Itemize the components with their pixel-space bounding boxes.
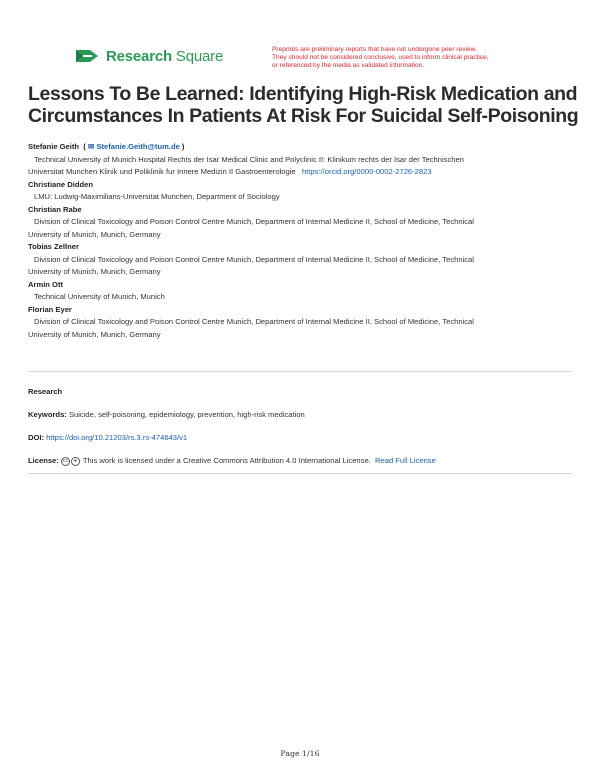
attribution-icon: ● [71, 457, 80, 466]
read-full-license-link[interactable]: Read Full License [375, 456, 436, 465]
page-number: Page 1/16 [280, 749, 320, 758]
creative-commons-icon: cc [62, 457, 68, 464]
notice-line: or referenced by the media as validated information. [272, 61, 425, 69]
keywords-value: Suicide, self-poisoning, epidemiology, prevention, high-risk medication [68, 410, 305, 419]
license-text: This work is licensed under a Creative Commons Attribution 4.0 International License. [82, 456, 371, 465]
mail-icon: ✉ [87, 142, 95, 151]
author-affiliation [28, 154, 578, 179]
author-name: Christian Rabe [28, 204, 82, 214]
author-entry [28, 141, 578, 154]
author-email-link[interactable]: Stefanie.Geith@tum.de [96, 142, 180, 151]
affiliation-line: University of Munich, Munich, Germany [28, 329, 161, 339]
affiliation-line: University of Munich, Munich, Germany [28, 229, 161, 239]
affiliation-line: Division of Clinical Toxicology and Poison Control Centre Munich, Department of Internal Medicine II, School of Medicine, Technical [34, 317, 474, 326]
article-type: Research [28, 387, 63, 396]
license-row [28, 456, 572, 466]
affiliation-line: Universitat Munchen Klinik und Poliklinik fur Innere Medizin II Gastroenterologie [28, 167, 296, 176]
section-divider [28, 473, 572, 474]
doi-row [28, 433, 572, 442]
author-name: Armin Ott [28, 279, 64, 289]
author-name: Stefanie Geith [28, 142, 80, 151]
author-name: Christiane Didden [28, 179, 93, 189]
affiliation-line: Technical University of Munich Hospital Rechts der Isar Medical Clinic and Polyclinic II: Klinikum rechts der Isar der Technischen [34, 154, 464, 164]
license-label: License: [28, 456, 59, 465]
affiliation-line: University of Munich, Munich, Germany [28, 267, 161, 276]
author-name: Tobias Zellner [28, 242, 79, 251]
research-square-logo-icon [74, 46, 100, 66]
logo-text [106, 48, 223, 65]
affiliation-line: Division of Clinical Toxicology and Poison Control Centre Munich, Department of Internal Medicine II, School of Medicine, Technical [34, 217, 474, 226]
research-square-logo[interactable] [74, 46, 223, 66]
author-affiliation [28, 254, 578, 279]
affiliation-line: Division of Clinical Toxicology and Poison Control Centre Munich, Department of Internal Medicine II, School of Medicine, Technical [34, 254, 474, 264]
email-close-paren: ) [179, 142, 185, 151]
doi-link[interactable]: https://doi.org/10.21203/rs.3.rs-474643/v1 [46, 433, 188, 442]
author-name: Florian Eyer [28, 304, 72, 314]
author-affiliation [28, 191, 578, 204]
section-divider [28, 371, 572, 372]
author-list [28, 141, 578, 341]
author-affiliation [28, 216, 578, 241]
doi-label: DOI: [28, 433, 45, 442]
affiliation-line: LMU: Ludwig-Maximilians-Universitat Munchen, Department of Sociology [34, 192, 280, 201]
author-affiliation [28, 316, 578, 341]
notice-line: They should not be considered conclusive, used to inform clinical practice, [272, 53, 489, 61]
paper-title: Lessons To Be Learned: Identifying High-Risk Medication and Circumstances In Patients At Risk For Suicidal Self-Poisoning [28, 83, 579, 127]
affiliation-line: Technical University of Munich, Munich [34, 292, 165, 301]
author-affiliation [28, 291, 578, 304]
logo-text-accent: Square [175, 47, 224, 65]
notice-line: Preprints are preliminary reports that have not undergone peer review. [272, 46, 477, 53]
email-open-paren: ( [81, 142, 86, 151]
keywords-label: Keywords: [28, 410, 67, 419]
logo-text-main: Research [106, 47, 172, 65]
orcid-link[interactable]: https://orcid.org/0000-0002-2726-2823 [301, 167, 432, 176]
preprint-notice [272, 46, 532, 69]
keywords-row [28, 410, 572, 419]
